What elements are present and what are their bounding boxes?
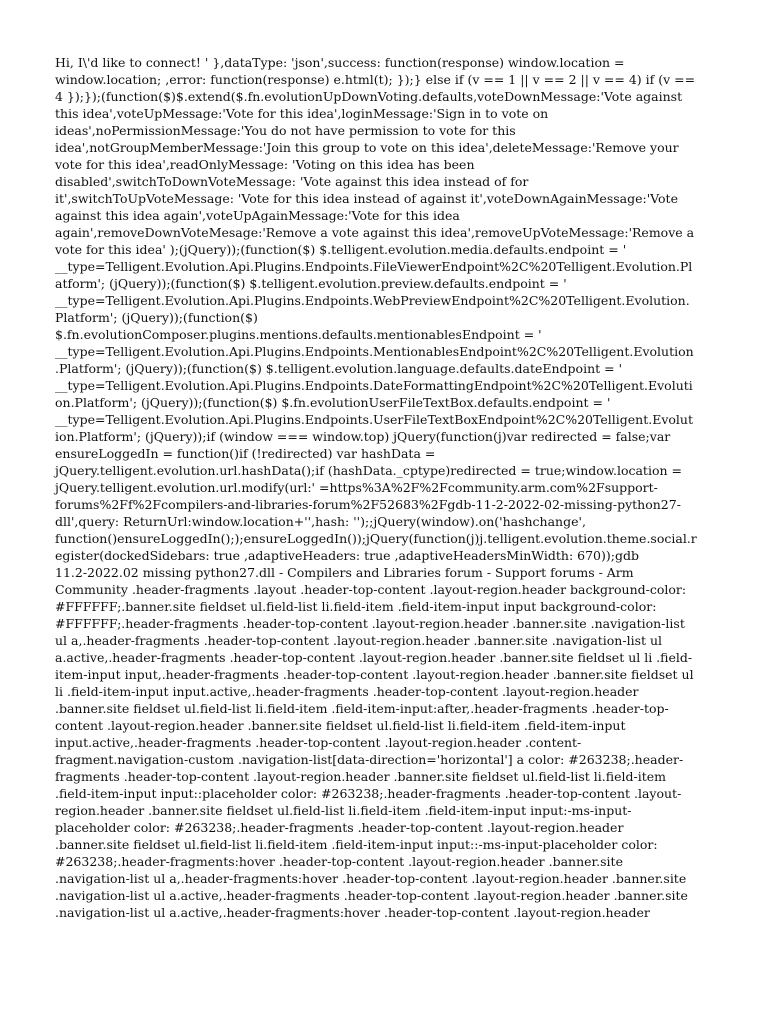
text-line: ion.Platform'; (jQuery));if (window === window.top) jQuery(function(j)var redirected = false;var <box>55 429 671 444</box>
text-line: #263238;.header-fragments:hover .header-top-content .layout-region.header .banner.site <box>55 854 623 869</box>
text-line: vote for this idea' );(jQuery));(function($) $.telligent.evolution.media.defaults.endpoint = ' <box>55 242 627 257</box>
text-line: .navigation-list ul a.active,.header-fragments:hover .header-top-content .layout-region.header <box>55 905 650 920</box>
text-line: disabled',switchToDownVoteMessage: 'Vote against this idea instead of for <box>55 174 529 189</box>
text-line: on.Platform'; (jQuery));(function($) $.fn.evolutionUserFileTextBox.defaults.endpoint = ' <box>55 395 611 410</box>
text-line: .banner.site fieldset ul.field-list li.field-item .field-item-input:after,.header-fragments .header-top- <box>55 701 669 716</box>
text-line: .banner.site fieldset ul.field-list li.field-item .field-item-input input::-ms-input-placeholder color: <box>55 837 658 852</box>
text-line: placeholder color: #263238;.header-fragments .header-top-content .layout-region.header <box>55 820 624 835</box>
text-line: .navigation-list ul a,.header-fragments:hover .header-top-content .layout-region.header .banner.site <box>55 871 687 886</box>
text-line: Platform'; (jQuery));(function($) <box>55 310 258 325</box>
text-line: a.active,.header-fragments .header-top-content .layout-region.header .banner.site fieldset ul li .field- <box>55 650 693 665</box>
text-line: #FFFFFF;.banner.site fieldset ul.field-list li.field-item .field-item-input input background-color: <box>55 599 657 614</box>
text-line: .Platform'; (jQuery));(function($) $.telligent.evolution.language.defaults.dateEndpoint = ' <box>55 361 623 376</box>
text-line: function()ensureLoggedIn(););ensureLoggedIn());jQuery(function(j)j.telligent.evolution.theme.social.r <box>55 531 697 546</box>
text-line: __type=Telligent.Evolution.Api.Plugins.Endpoints.FileViewerEndpoint%2C%20Telligent.Evolution.Pl <box>55 259 693 274</box>
text-line: dll',query: ReturnUrl:window.location+'',hash: '');;jQuery(window).on('hashchange', <box>55 514 586 529</box>
text-line: forums%2Ff%2Fcompilers-and-libraries-forum%2F52683%2Fgdb-11-2-2022-02-missing-python27- <box>55 497 681 512</box>
text-line: Hi, I\'d like to connect! ' },dataType: 'json',success: function(response) window.location = <box>55 55 625 70</box>
text-line: egister(dockedSidebars: true ,adaptiveHeaders: true ,adaptiveHeadersMinWidth: 670));gdb <box>55 548 639 563</box>
text-line: atform'; (jQuery));(function($) $.telligent.evolution.preview.defaults.endpoint = ' <box>55 276 567 291</box>
text-line: li .field-item-input input.active,.header-fragments .header-top-content .layout-region.header <box>55 684 639 699</box>
text-line: #FFFFFF;.header-fragments .header-top-content .layout-region.header .banner.site .navigation-list <box>55 616 685 631</box>
text-line: idea',notGroupMemberMessage:'Join this group to vote on this idea',deleteMessage:'Remove your <box>55 140 679 155</box>
text-line: __type=Telligent.Evolution.Api.Plugins.Endpoints.MentionablesEndpoint%2C%20Telligent.Evolution <box>55 344 694 359</box>
text-line: 4 });});(function($)$.extend($.fn.evolutionUpDownVoting.defaults,voteDownMessage:'Vote against <box>55 89 683 104</box>
text-line: region.header .banner.site fieldset ul.field-list li.field-item .field-item-input input:-ms-input- <box>55 803 632 818</box>
text-line: window.location; ,error: function(response) e.html(t); });} else if (v == 1 || v == 2 || v == 4) if (v == <box>55 72 696 87</box>
text-line: __type=Telligent.Evolution.Api.Plugins.Endpoints.DateFormattingEndpoint%2C%20Telligent.Evoluti <box>55 378 693 393</box>
text-line: __type=Telligent.Evolution.Api.Plugins.Endpoints.UserFileTextBoxEndpoint%2C%20Telligent.Evolut <box>55 412 693 427</box>
text-line: jQuery.telligent.evolution.url.modify(url:' =https%3A%2F%2Fcommunity.arm.com%2Fsupport- <box>55 480 658 495</box>
text-line: content .layout-region.header .banner.site fieldset ul.field-list li.field-item .field-item-input <box>55 718 626 733</box>
text-line: it',switchToUpVoteMessage: 'Vote for this idea instead of against it',voteDownAgainMessage:'Vote <box>55 191 678 206</box>
text-line: .navigation-list ul a.active,.header-fragments .header-top-content .layout-region.header .banner.site <box>55 888 688 903</box>
text-line: vote for this idea',readOnlyMessage: 'Voting on this idea has been <box>55 157 475 172</box>
text-line: this idea',voteUpMessage:'Vote for this idea',loginMessage:'Sign in to vote on <box>55 106 549 121</box>
text-line: fragments .header-top-content .layout-region.header .banner.site fieldset ul.field-list li.field-item <box>55 769 666 784</box>
text-line: ideas',noPermissionMessage:'You do not have permission to vote for this <box>55 123 516 138</box>
text-line: input.active,.header-fragments .header-top-content .layout-region.header .content- <box>55 735 582 750</box>
text-line: against this idea again',voteUpAgainMessage:'Vote for this idea <box>55 208 460 223</box>
text-line: again',removeDownVoteMesage:'Remove a vote against this idea',removeUpVoteMessage:'Remove a <box>55 225 695 240</box>
text-line: $.fn.evolutionComposer.plugins.mentions.defaults.mentionablesEndpoint = ' <box>55 327 542 342</box>
text-line: .field-item-input input::placeholder color: #263238;.header-fragments .header-top-content .layout- <box>55 786 682 801</box>
text-line: jQuery.telligent.evolution.url.hashData();if (hashData._cptype)redirected = true;window.location = <box>55 463 682 478</box>
text-line: ul a,.header-fragments .header-top-content .layout-region.header .banner.site .navigation-list ul <box>55 633 663 648</box>
text-line: item-input input,.header-fragments .header-top-content .layout-region.header .banner.site fieldset ul <box>55 667 694 682</box>
text-line: 11.2-2022.02 missing python27.dll - Compilers and Libraries forum - Support forums - Arm <box>55 565 634 580</box>
text-line: ensureLoggedIn = function()if (!redirected) var hashData = <box>55 446 436 461</box>
text-line: __type=Telligent.Evolution.Api.Plugins.Endpoints.WebPreviewEndpoint%2C%20Telligent.Evolution. <box>55 293 690 308</box>
text-line: fragment.navigation-custom .navigation-list[data-direction='horizontal'] a color: #263238;.header- <box>55 752 684 767</box>
raw-page-text <box>55 54 715 921</box>
text-line: Community .header-fragments .layout .header-top-content .layout-region.header background-color: <box>55 582 687 597</box>
